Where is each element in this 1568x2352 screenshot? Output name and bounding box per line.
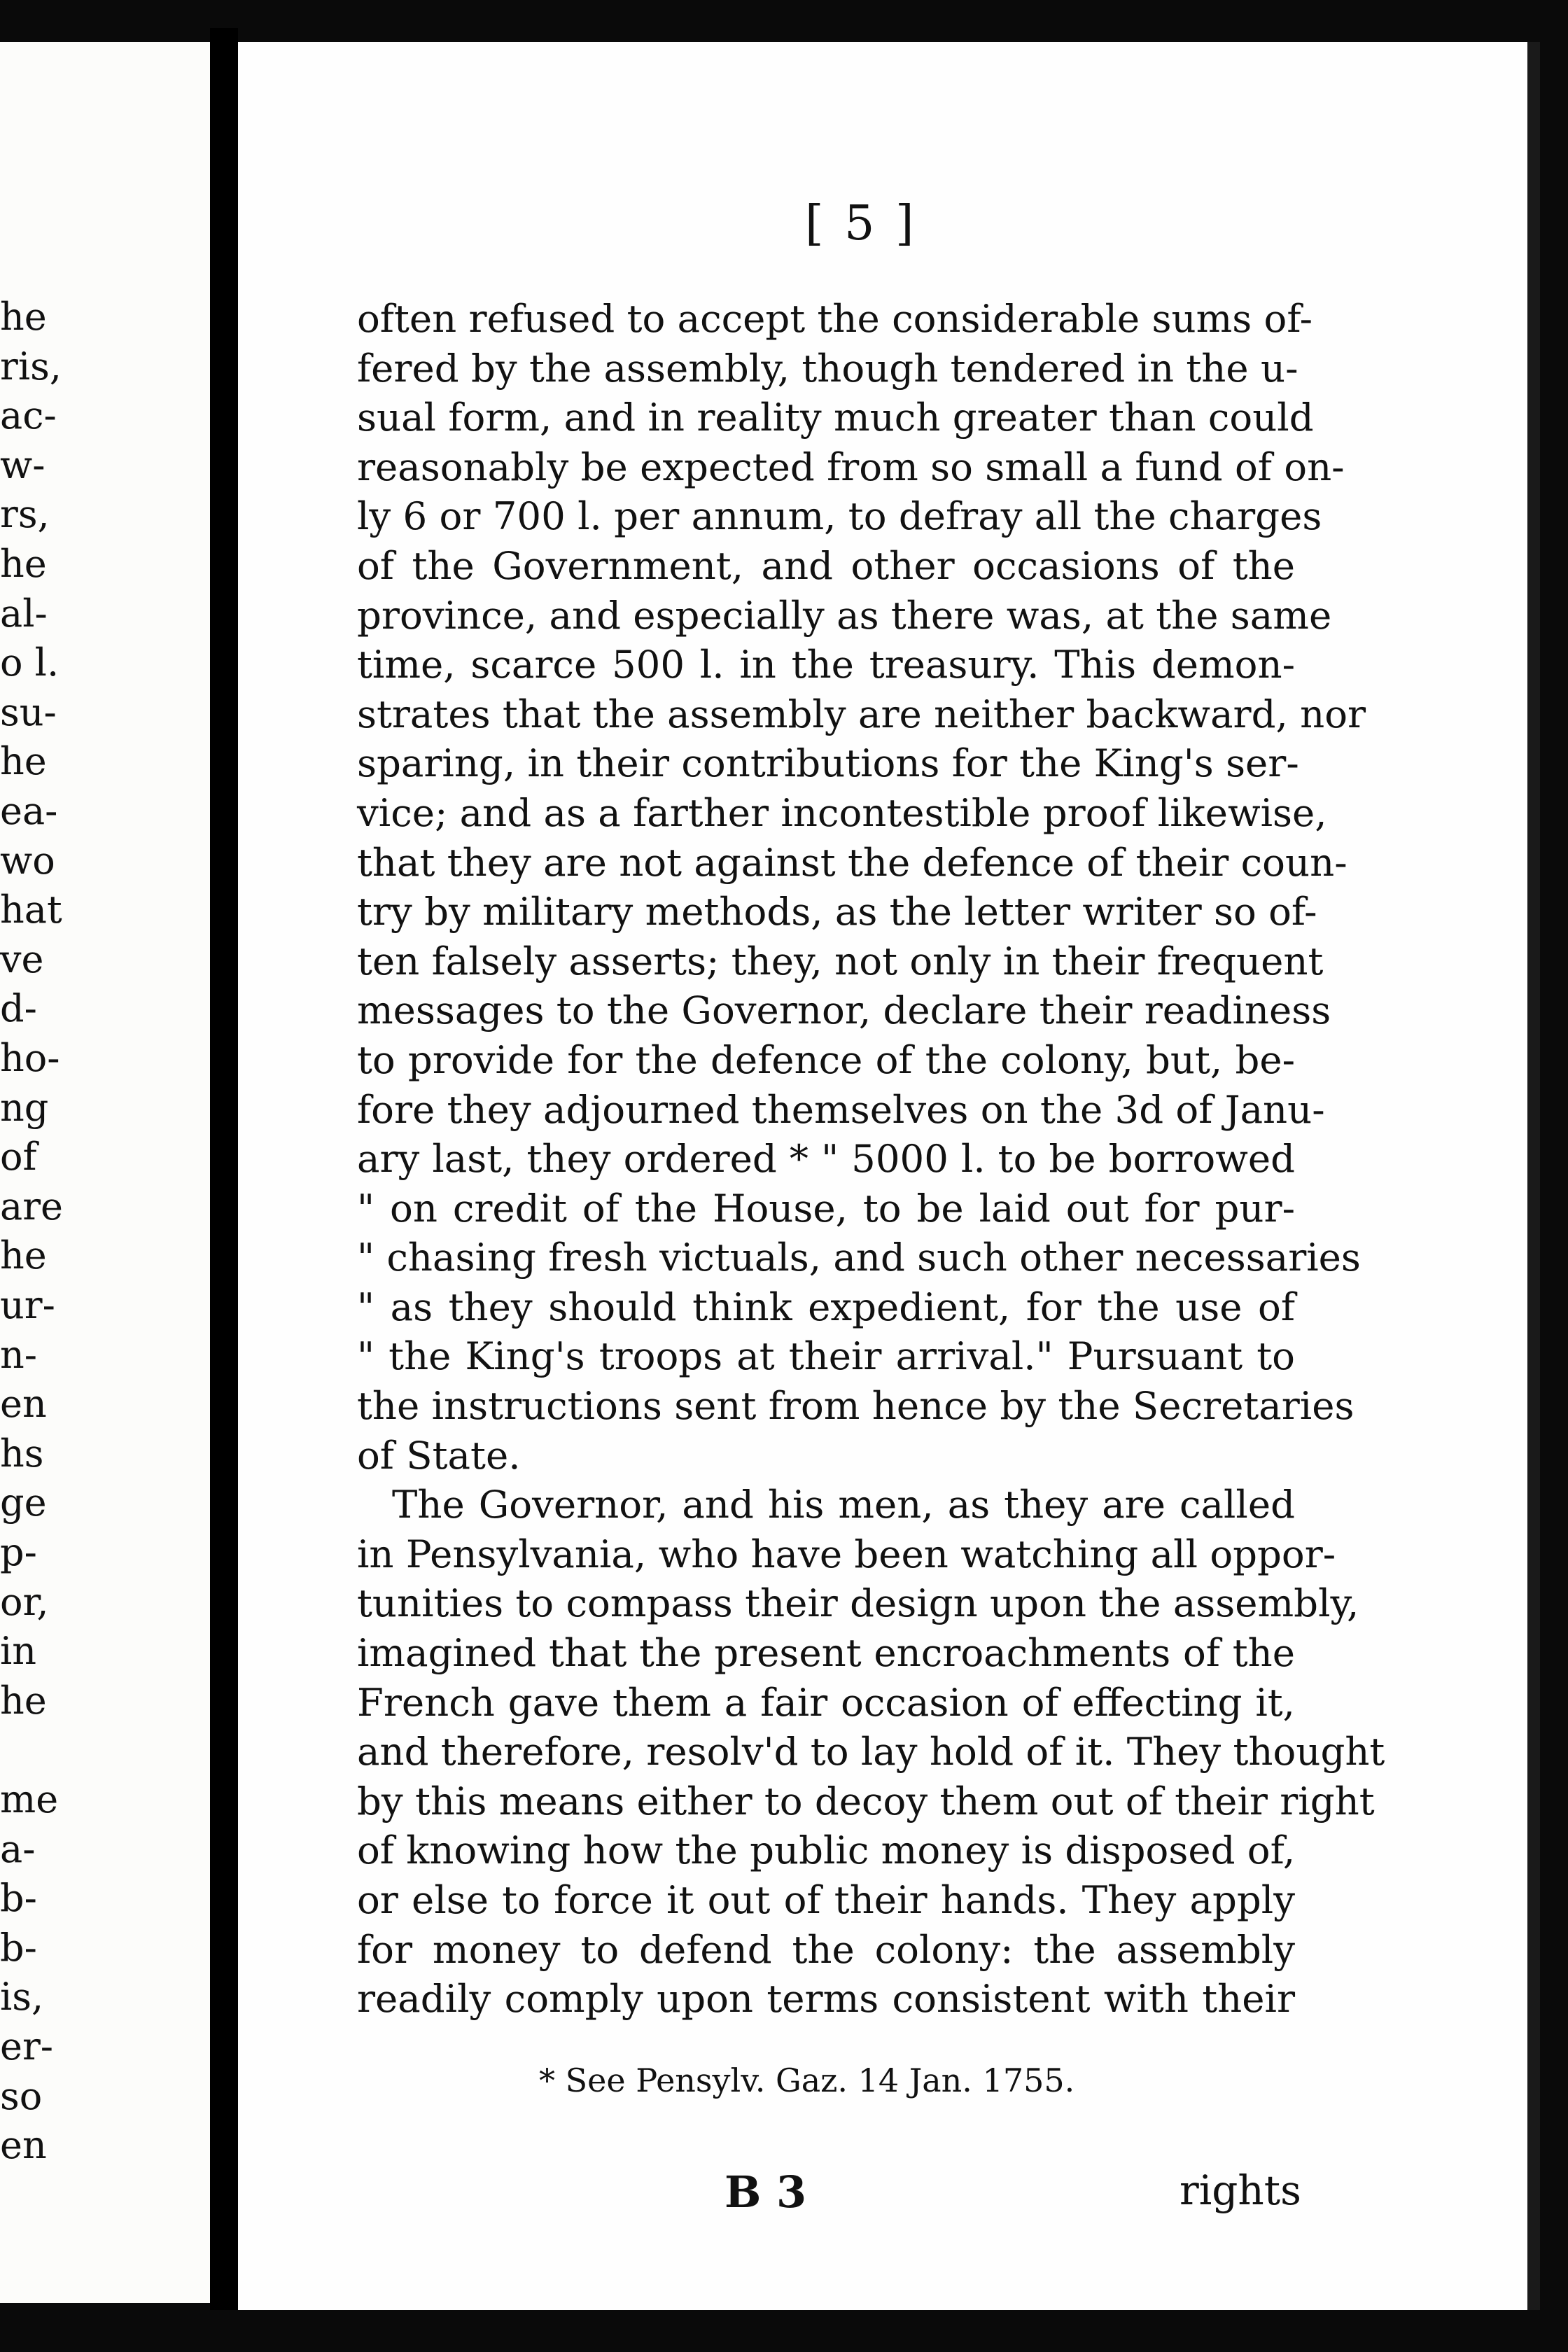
signature-mark: B 3 <box>724 2166 807 2218</box>
left-page-text-fragment: o l. <box>0 640 59 685</box>
left-page-text-fragment: he <box>0 1678 47 1723</box>
left-page-text-fragment: en <box>0 2123 47 2168</box>
left-page-text-fragment: ve <box>0 937 44 981</box>
text-line: ary last, they ordered * " 5000 l. to be borrowed <box>357 1136 1295 1182</box>
left-page-text-fragment: are <box>0 1184 63 1228</box>
left-page-text-fragment: ge <box>0 1480 47 1525</box>
left-page-text-fragment: b- <box>0 1925 37 1970</box>
text-line: to provide for the defence of the colony, but, be- <box>357 1037 1295 1082</box>
left-page-text-fragment: he <box>0 1233 47 1278</box>
left-page-text-fragment: d- <box>0 986 37 1031</box>
text-line: " as they should think expedient, for the use of <box>357 1284 1295 1329</box>
text-line: province, and especially as there was, at the same <box>357 592 1332 638</box>
text-line: often refused to accept the considerable sums of- <box>357 296 1313 341</box>
left-page-text-fragment: ris, <box>0 344 62 388</box>
left-page-fragment <box>0 42 210 2303</box>
left-page-text-fragment: su- <box>0 690 57 734</box>
left-page-text-fragment: me <box>0 1777 59 1821</box>
text-line: for money to defend the colony: the assembly <box>357 1926 1295 1972</box>
text-line: ten falsely asserts; they, not only in their frequent <box>357 938 1324 983</box>
left-page-text-fragment: ac- <box>0 393 57 438</box>
left-page-text-fragment: er- <box>0 2024 54 2068</box>
left-page-text-fragment: p- <box>0 1530 37 1574</box>
catchword: rights <box>1180 2166 1301 2214</box>
left-page-text-fragment: ho- <box>0 1036 60 1080</box>
left-page-text-fragment: n- <box>0 1332 38 1377</box>
text-line: time, scarce 500 l. in the treasury. This demon- <box>357 642 1295 687</box>
left-page-text-fragment: of <box>0 1135 37 1180</box>
text-line: of State. <box>357 1432 521 1478</box>
text-line: ly 6 or 700 l. per annum, to defray all the charges <box>357 493 1322 539</box>
left-page-text-fragment: b- <box>0 1876 37 1921</box>
left-page-text-fragment: so <box>0 2073 43 2118</box>
text-line: of knowing how the public money is disposed of, <box>357 1828 1296 1873</box>
text-line: strates that the assembly are neither backward, nor <box>357 691 1366 736</box>
text-line: messages to the Governor, declare their readiness <box>357 988 1331 1033</box>
text-line: that they are not against the defence of their coun- <box>357 839 1348 885</box>
text-line: French gave them a fair occasion of effecting it, <box>357 1679 1295 1725</box>
text-line: the instructions sent from hence by the Secretaries <box>357 1383 1354 1429</box>
text-line: try by military methods, as the letter writer so of- <box>357 889 1317 934</box>
text-line: fore they adjourned themselves on the 3d of Janu- <box>357 1086 1325 1132</box>
text-line: reasonably be expected from so small a fund of on- <box>357 444 1345 489</box>
page-number-header: [ 5 ] <box>805 196 917 251</box>
text-line: vice; and as a farther incontestible proof likewise, <box>357 790 1327 835</box>
text-line: in Pensylvania, who have been watching all oppor- <box>357 1531 1336 1576</box>
left-page-text-fragment: ur- <box>0 1283 55 1327</box>
text-line: of the Government, and other occasions of the <box>357 542 1295 588</box>
left-page-text-fragment: hs <box>0 1431 44 1476</box>
left-page-text-fragment: al- <box>0 591 48 636</box>
left-page-text-fragment: wo <box>0 838 55 883</box>
text-line: " chasing fresh victuals, and such other necessaries <box>357 1235 1361 1280</box>
text-line: The Governor, and his men, as they are called <box>392 1482 1295 1527</box>
left-page-text-fragment: in <box>0 1629 37 1674</box>
left-page-text-fragment: ng <box>0 1085 49 1130</box>
text-line: fered by the assembly, though tendered in the u- <box>357 345 1298 391</box>
left-page-text-fragment: w- <box>0 442 46 487</box>
text-line: sual form, and in reality much greater than could <box>357 395 1314 440</box>
text-line: imagined that the present encroachments of the <box>357 1630 1295 1676</box>
text-line: and therefore, resolv'd to lay hold of it. They thought <box>357 1729 1385 1774</box>
text-line: by this means either to decoy them out of their right <box>357 1778 1375 1823</box>
text-line: tunities to compass their design upon the assembly, <box>357 1581 1359 1626</box>
left-page-text-fragment: he <box>0 739 47 784</box>
left-page-text-fragment: a- <box>0 1826 36 1871</box>
left-page-text-fragment: en <box>0 1382 47 1427</box>
left-page-text-fragment: hat <box>0 888 62 932</box>
text-line: sparing, in their contributions for the King's ser- <box>357 741 1299 786</box>
text-line: " on credit of the House, to be laid out for pur- <box>357 1185 1295 1231</box>
left-page-text-fragment: rs, <box>0 492 50 537</box>
left-page-text-fragment: or, <box>0 1579 49 1624</box>
left-page-text-fragment: he <box>0 542 47 586</box>
text-line: readily comply upon terms consistent with their <box>357 1976 1295 2022</box>
left-page-text-fragment: is, <box>0 1975 44 2019</box>
left-page-text-fragment: ea- <box>0 789 58 833</box>
left-page-text-fragment: he <box>0 295 47 339</box>
text-line: " the King's troops at their arrival." Pursuant to <box>357 1334 1295 1379</box>
body-text <box>357 294 1385 2024</box>
footnote: * See Pensylv. Gaz. 14 Jan. 1755. <box>539 2062 1075 2099</box>
book-gutter <box>210 28 238 2310</box>
text-line: or else to force it out of their hands. They apply <box>357 1877 1295 1922</box>
